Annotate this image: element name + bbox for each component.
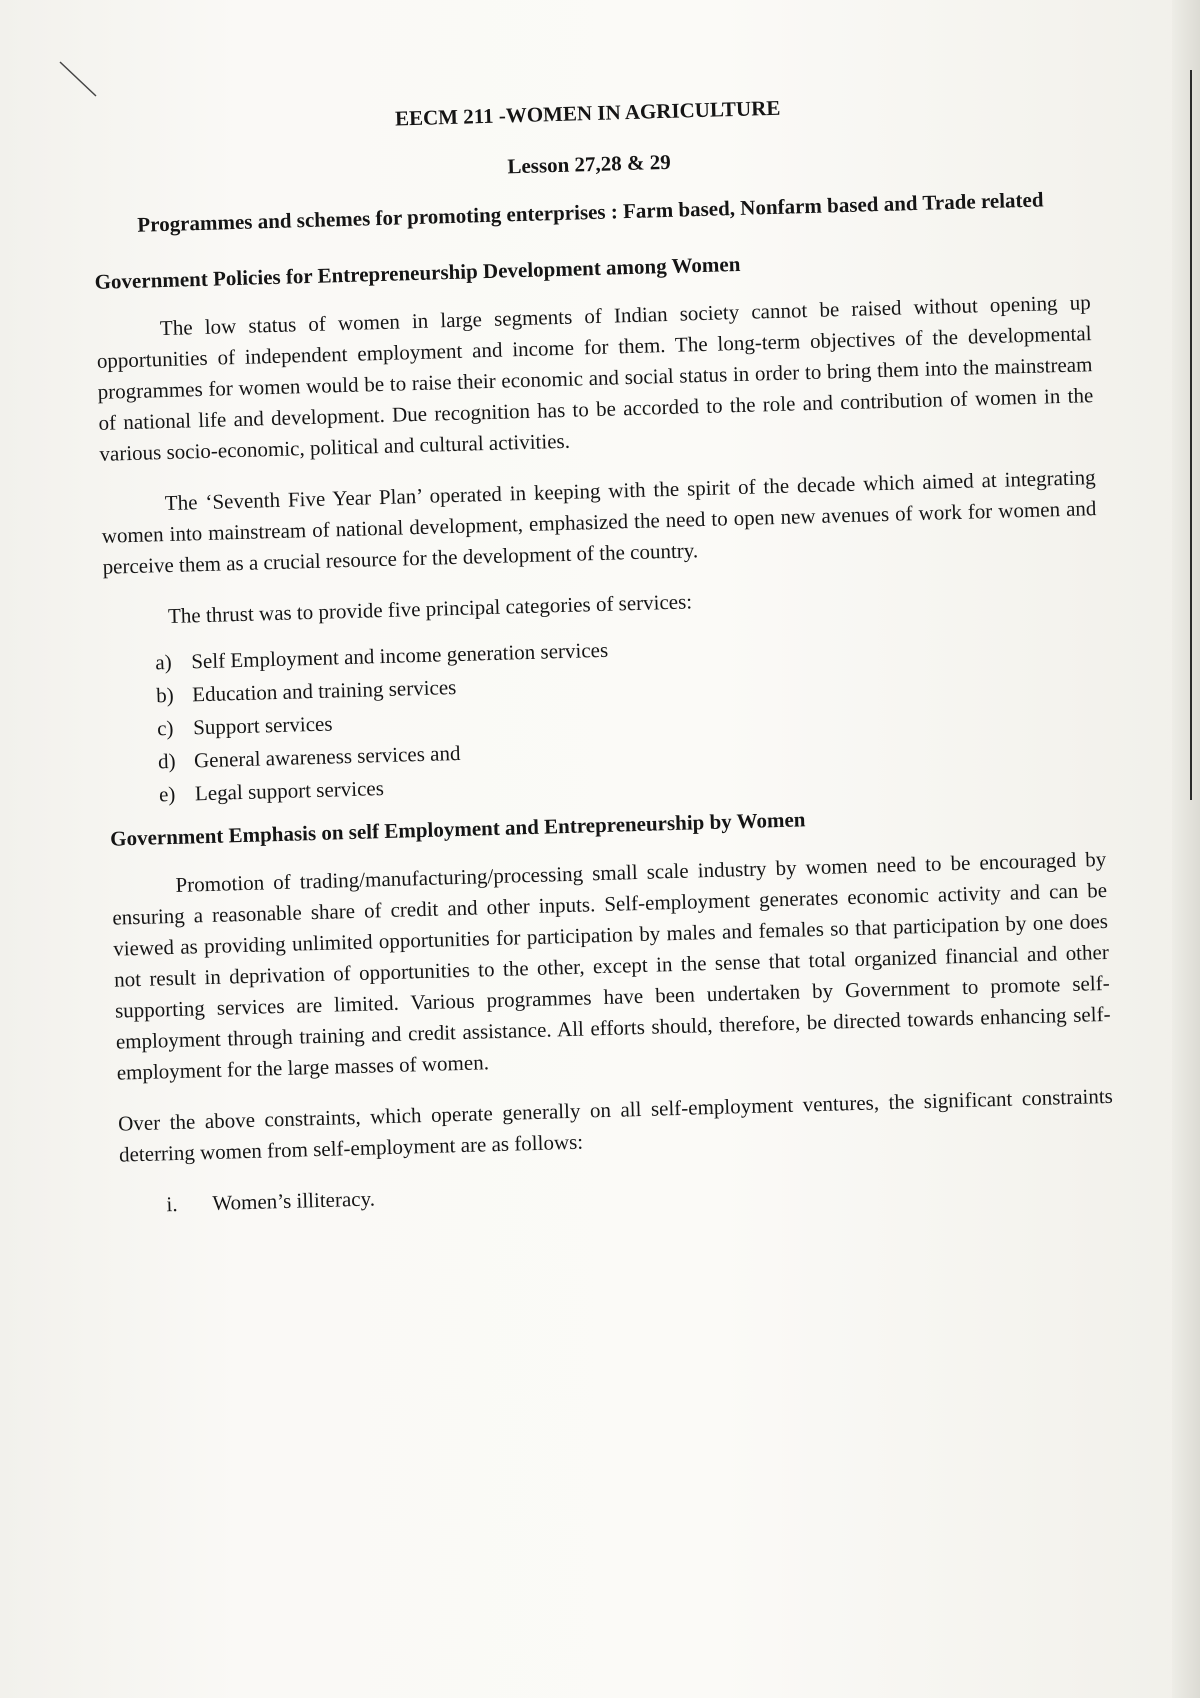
list-item-text: Women’s illiteracy.	[212, 1186, 376, 1216]
list-item-text: Support services	[192, 711, 333, 740]
list-item-text: General awareness services and	[193, 740, 461, 773]
list-item-text: Education and training services	[191, 675, 457, 707]
document-subtitle: Programmes and schemes for promoting enterprises : Farm based, Nonfarm based and Trade related	[137, 187, 1044, 237]
list-marker: e)	[158, 781, 176, 807]
list-item-text: Self Employment and income generation services	[190, 637, 609, 674]
pen-mark-icon	[58, 58, 98, 98]
list-marker: d)	[157, 748, 176, 774]
constraints-list	[166, 1163, 1115, 1220]
list-marker: b)	[155, 682, 175, 708]
paragraph-thrust: The thrust was to provide five principal categories of services:	[167, 589, 693, 629]
services-list	[155, 620, 1104, 811]
paragraph-low-status: The low status of women in large segments of Indian society cannot be raised without opening up opportunities of independent employment and income for them. The long-term objectives of the developmental programmes for women would be to raise their economic and social status in order to bring them into the mainstream of national life and development. Due recognition has to be accorded to the role and contribution of women in the various socio-economic, political and cultural activities.	[96, 290, 1094, 466]
lesson-number: Lesson 27,28 & 29	[507, 149, 672, 179]
list-item-text: Legal support services	[194, 776, 385, 806]
list-item	[166, 1163, 1115, 1220]
document-body	[90, 87, 1116, 1221]
paragraph-constraints: Over the above constraints, which operate generally on all self-employment ventures, the significant constraints deterring women from self-employment are as follows:	[117, 1083, 1114, 1167]
section-heading-policies: Government Policies for Entrepreneurship Development among Women	[94, 251, 741, 294]
section-heading-self-employment: Government Emphasis on self Employment and Entrepreneurship by Women	[109, 807, 806, 851]
paragraph-seventh-plan: The ‘Seventh Five Year Plan’ operated in keeping with the spirit of the decade which aimed at integrating women into mainstream of national development, emphasized the need to open new avenues of work for women and perceive them as a crucial resource for the development of the country.	[101, 465, 1097, 579]
paragraph-promotion: Promotion of trading/manufacturing/processing small scale industry by women need to be encouraged by ensuring a reasonable share of credit and other inputs. Self-employment generates economic activity and can be viewed as providing unlimited opportunities for participation by males and females so that participation by one does not result in deprivation of opportunities to the other, except in the sense that total organized financial and other supporting services are limited. Various programmes have been undertaken by Government to promote self-employment through training and credit assistance. All efforts should, therefore, be directed towards enhancing self-employment for the large masses of women.	[112, 846, 1111, 1085]
list-marker: c)	[156, 715, 174, 741]
binding-line	[1190, 70, 1192, 800]
page-edge	[1172, 0, 1200, 1698]
course-title: EECM 211 -WOMEN IN AGRICULTURE	[394, 95, 781, 131]
list-marker: i.	[166, 1191, 178, 1217]
list-marker: a)	[154, 649, 172, 675]
